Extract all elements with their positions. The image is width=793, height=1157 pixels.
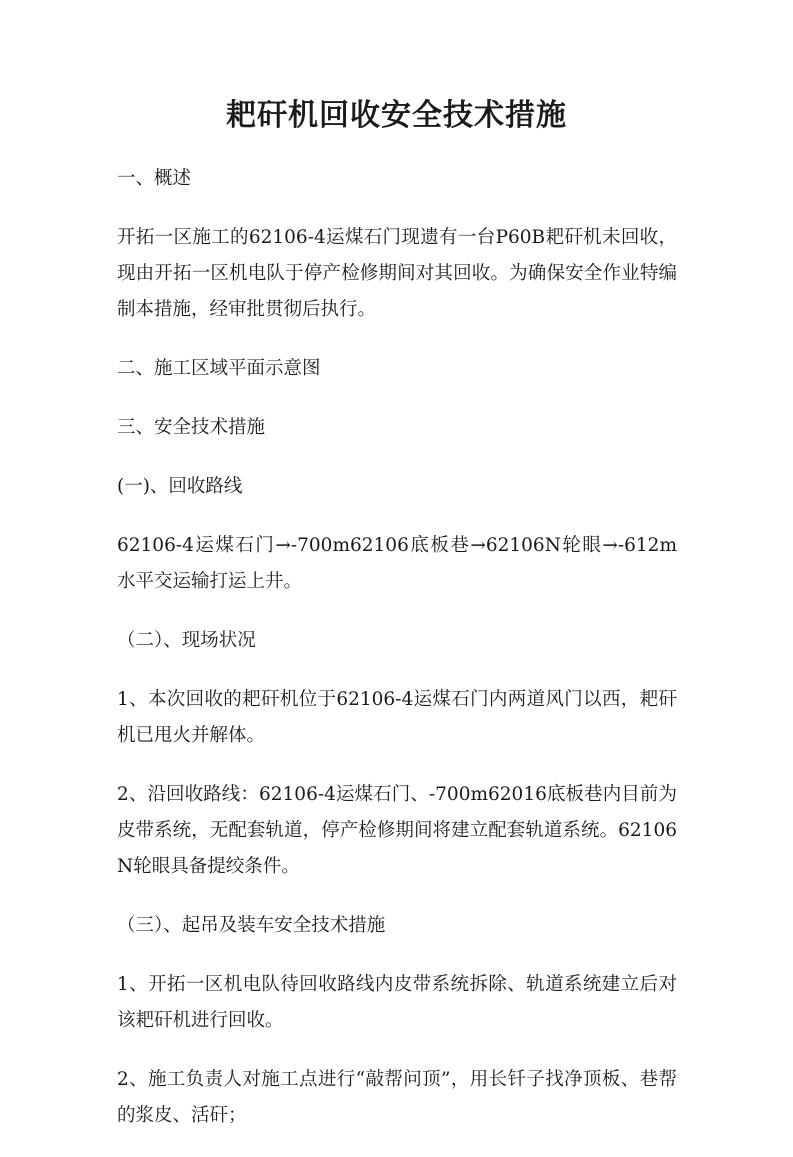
document-title: 耙矸机回收安全技术措施 [226, 98, 567, 133]
site-status-item-1: 1、本次回收的耙矸机位于62106-4运煤石门内两道风门以西，耙矸机已甩火并解体。 [117, 689, 677, 746]
section-heading-safety-measures: 三、安全技术措施 [117, 417, 266, 438]
subsection-heading-lifting-loading: （三）、起吊及装车安全技术措施 [117, 915, 386, 936]
lifting-loading-item-2: 2、施工负责人对施工点进行“敲帮问顶”，用长钎子找净顶板、巷帮的浆皮、活矸； [117, 1069, 677, 1126]
overview-paragraph: 开拓一区施工的62106-4运煤石门现遗有一台P60B耙矸机未回收，现由开拓一区机电队于停产检修期间对其回收。为确保安全作业特编制本措施，经审批贯彻后执行。 [117, 227, 677, 320]
site-status-item-2: 2、沿回收路线：62106-4运煤石门、-700m62016底板巷内目前为皮带系统，无配套轨道，停产检修期间将建立配套轨道系统。62106N轮眼具备提绞条件。 [117, 784, 677, 877]
document-body [117, 161, 677, 1157]
lifting-loading-item-1: 1、开拓一区机电队待回收路线内皮带系统拆除、轨道系统建立后对该耙矸机进行回收。 [117, 974, 677, 1031]
subsection-heading-recovery-route: (一)、回收路线 [117, 476, 243, 497]
subsection-heading-site-status: （二）、现场状况 [117, 630, 256, 651]
section-heading-overview: 一、概述 [117, 168, 192, 189]
section-heading-site-plan: 二、施工区域平面示意图 [117, 358, 321, 379]
recovery-route-paragraph: 62106-4运煤石门→-700m62106底板巷→62106N轮眼→-612m水平交运输打运上井。 [117, 535, 677, 592]
